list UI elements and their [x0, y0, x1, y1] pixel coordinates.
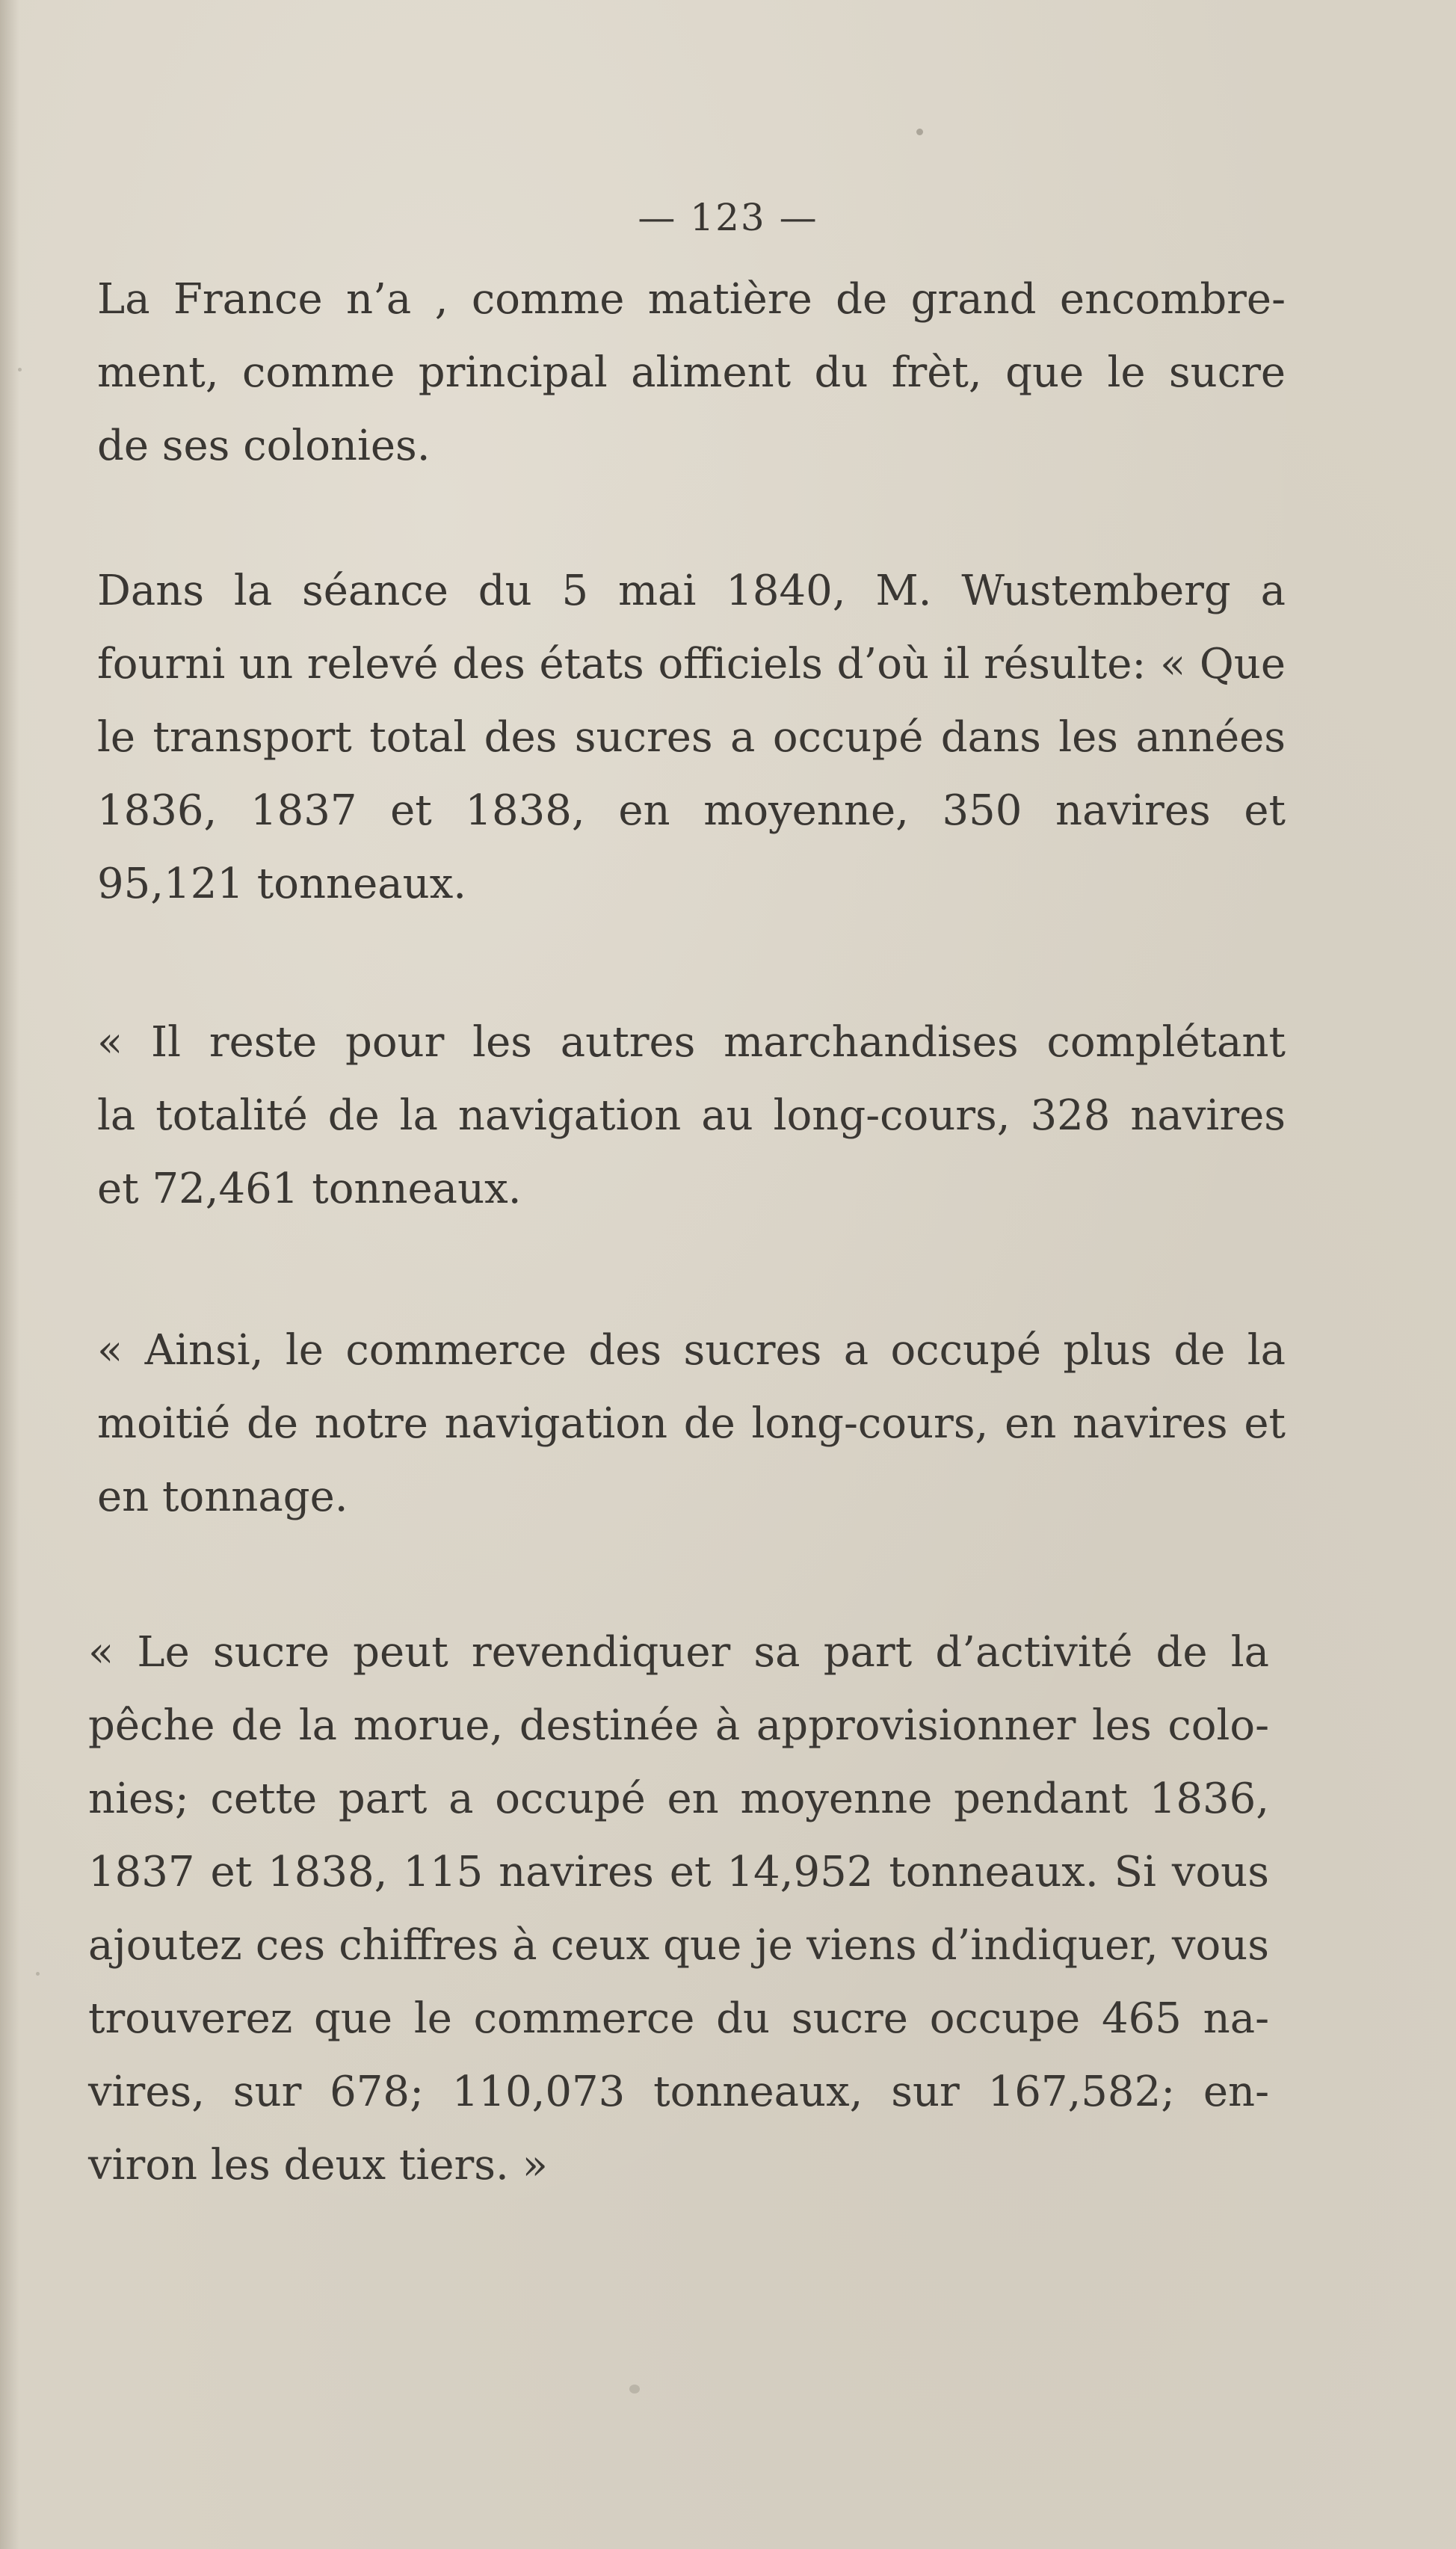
paragraph-line: trouverez que le commerce du sucre occupe 465 na- [88, 1994, 1269, 2043]
paragraph-line: 1836, 1837 et 1838, en moyenne, 350 navires et [97, 786, 1286, 835]
page-binding-shadow [0, 0, 19, 2549]
paragraph-line: en tonnage. [97, 1473, 348, 1521]
paragraph-line: 95,121 tonneaux. [97, 860, 467, 908]
paragraph-1 [97, 263, 1286, 483]
paragraph-line: moitié de notre navigation de long-cours, en navires et [97, 1399, 1286, 1448]
paragraph-line: fourni un relevé des états officiels d’où il résulte: « Que [97, 640, 1286, 688]
paragraph-line: le transport total des sucres a occupé dans les années [97, 713, 1286, 762]
paragraph-5 [88, 1616, 1269, 2202]
paragraph-line: de ses colonies. [97, 422, 431, 470]
paper-speck [629, 2385, 640, 2394]
paper-speck [916, 129, 923, 135]
paragraph-4 [97, 1314, 1286, 1534]
paragraph-line: nies; cette part a occupé en moyenne pendant 1836, [88, 1775, 1269, 1823]
paragraph-line: viron les deux tiers. » [88, 2141, 548, 2189]
paragraph-line: vires, sur 678; 110,073 tonneaux, sur 167,582; en- [88, 2068, 1269, 2116]
paragraph-line: et 72,461 tonneaux. [97, 1165, 522, 1213]
paragraph-line: pêche de la morue, destinée à approvisionner les colo- [88, 1701, 1269, 1750]
paragraph-2 [97, 555, 1286, 921]
paper-speck [36, 1972, 40, 1976]
paper-speck [18, 368, 22, 372]
paragraph-line: 1837 et 1838, 115 navires et 14,952 tonneaux. Si vous [88, 1848, 1269, 1896]
paragraph-line: « Il reste pour les autres marchandises complétant [97, 1018, 1286, 1067]
paragraph-line: La France n’a , comme matière de grand encombre- [97, 275, 1286, 324]
paragraph-line: « Ainsi, le commerce des sucres a occupé plus de la [97, 1326, 1286, 1375]
paragraph-line: Dans la séance du 5 mai 1840, M. Wustemberg a [97, 567, 1286, 615]
page-number: — 123 — [638, 196, 818, 239]
paragraph-line: ment, comme principal aliment du frèt, que le sucre [97, 348, 1286, 397]
paragraph-line: « Le sucre peut revendiquer sa part d’activité de la [88, 1628, 1269, 1677]
paragraph-line: ajoutez ces chiffres à ceux que je viens d’indiquer, vous [88, 1921, 1269, 1970]
paragraph-3 [97, 1006, 1286, 1226]
paragraph-line: la totalité de la navigation au long-cours, 328 navires [97, 1091, 1286, 1140]
